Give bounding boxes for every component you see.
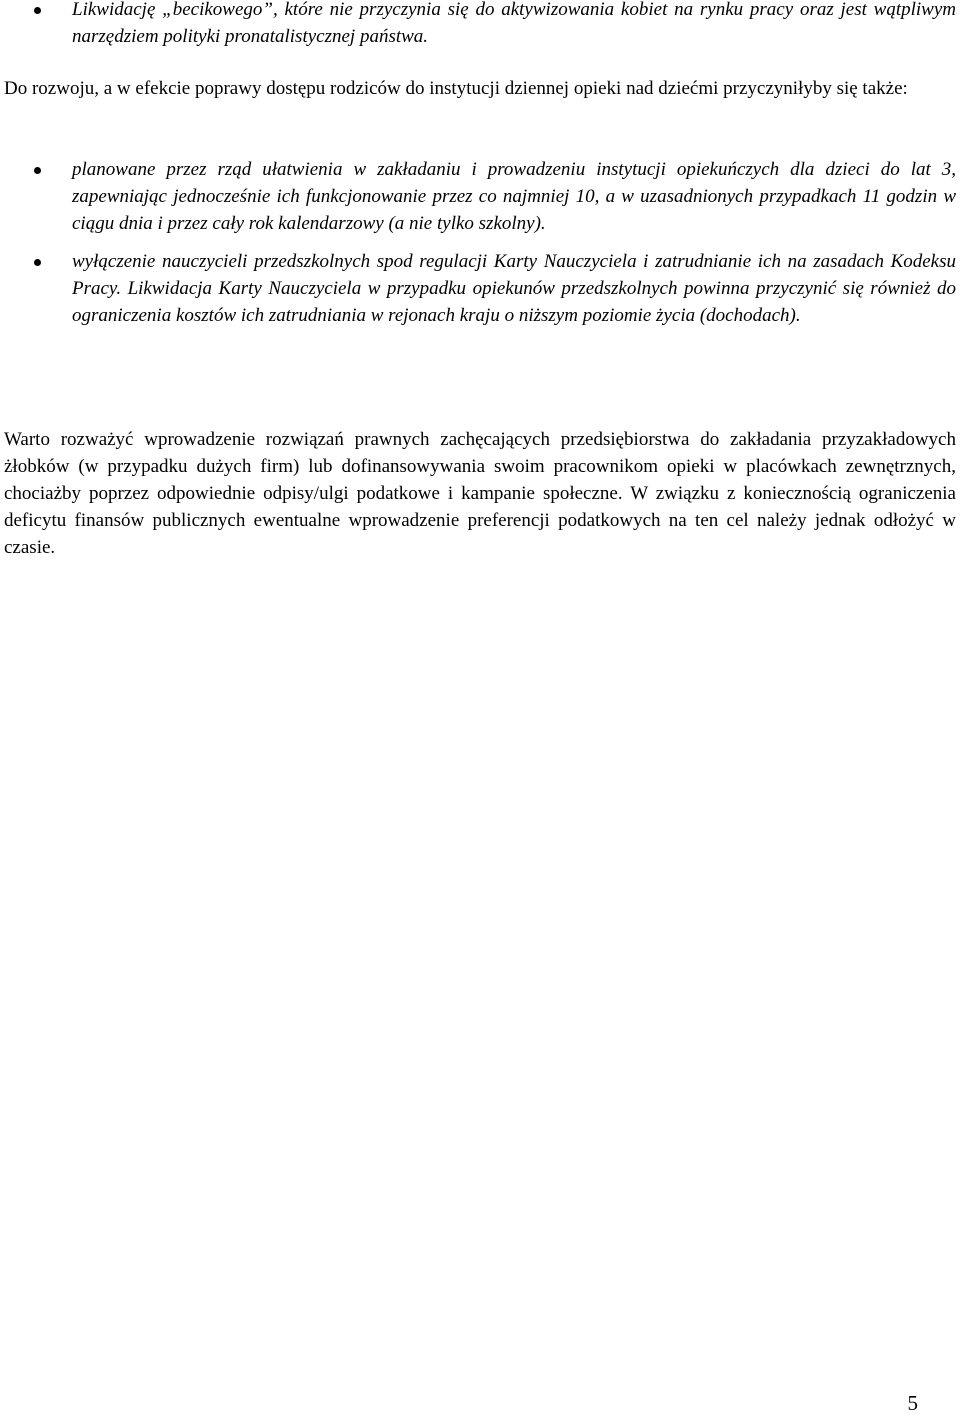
- bullet-item-ulatwienia: [0, 156, 960, 237]
- bullet-text: planowane przez rząd ułatwienia w zakładaniu i prowadzeniu instytucji opiekuńczych dla dzieci do lat 3, zapewniając jednocześnie ich funkcjonowanie przez co najmniej 10, a w uzasadnionych przypadkach 11 godzin w ciągu dnia i przez cały rok kalendarzowy (a nie tylko szkolny).: [72, 159, 956, 234]
- intro-paragraph: [0, 75, 960, 102]
- bullet-dot-icon: [34, 7, 41, 14]
- bullet-item-karta-nauczyciela: [0, 248, 960, 329]
- page-number: 5: [907, 1391, 918, 1415]
- final-paragraph-text: Warto rozważyć wprowadzenie rozwiązań prawnych zachęcających przedsiębiorstwa do zakładania przyzakładowych żłobków (w przypadku dużych firm) lub dofinansowywania swoim pracownikom opieki w placówkach zewnętrznych, chociażby poprzez odpowiednie odpisy/ulgi podatkowe i kampanie społeczne. W związku z koniecznością ograniczenia deficytu finansów publicznych ewentualne wprowadzenie preferencji podatkowych na ten cel należy jednak odłożyć w czasie.: [4, 429, 956, 558]
- bullet-list-middle: [0, 156, 960, 329]
- final-paragraph: [0, 426, 960, 561]
- intro-paragraph-text: Do rozwoju, a w efekcie poprawy dostępu rodziców do instytucji dziennej opieki nad dziećmi przyczyniłyby się także:: [4, 78, 908, 99]
- bullet-text: wyłączenie nauczycieli przedszkolnych spod regulacji Karty Nauczyciela i zatrudnianie ich na zasadach Kodeksu Pracy. Likwidacja Karty Nauczyciela w przypadku opiekunów przedszkolnych powinna przyczynić się również do ograniczenia kosztów ich zatrudniania w rejonach kraju o niższym poziomie życia (dochodach).: [72, 251, 956, 326]
- bullet-item-becikowe: [0, 0, 960, 50]
- bullet-text: Likwidację „becikowego”, które nie przyczynia się do aktywizowania kobiet na rynku pracy oraz jest wątpliwym narzędziem polityki pronatalistycznej państwa.: [72, 0, 956, 47]
- bullet-dot-icon: [34, 167, 41, 174]
- bullet-list-top: [0, 0, 960, 50]
- bullet-dot-icon: [34, 259, 41, 266]
